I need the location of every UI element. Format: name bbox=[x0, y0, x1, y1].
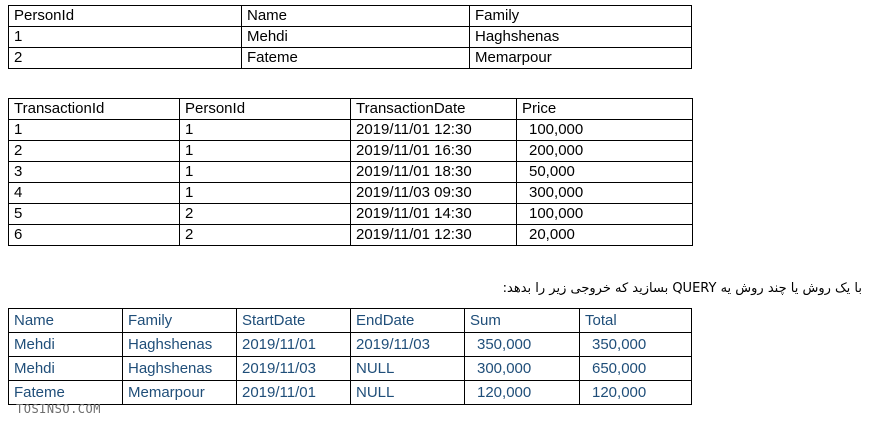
table-cell: Fateme bbox=[9, 381, 123, 405]
question-text: با یک روش یا چند روش یه QUERY بسازید که خروجی زیر را بدهد: bbox=[502, 281, 862, 296]
table-cell: 4 bbox=[9, 183, 180, 204]
table-cell: 1 bbox=[180, 162, 351, 183]
table-cell: 350,000 bbox=[580, 333, 692, 357]
column-header: EndDate bbox=[351, 309, 465, 333]
table-cell: Memarpour bbox=[123, 381, 237, 405]
table-cell: 200,000 bbox=[517, 141, 693, 162]
table-cell: 20,000 bbox=[517, 225, 693, 246]
table-cell: 2 bbox=[180, 225, 351, 246]
column-header: Family bbox=[123, 309, 237, 333]
column-header: Family bbox=[470, 6, 692, 27]
table-cell: 1 bbox=[180, 183, 351, 204]
table-cell: 2019/11/01 14:30 bbox=[351, 204, 517, 225]
watermark-text: TOSINSO.COM bbox=[16, 402, 101, 416]
table-row bbox=[9, 141, 693, 162]
table-row bbox=[9, 27, 692, 48]
table-header-row bbox=[9, 99, 693, 120]
table-cell: 2 bbox=[9, 141, 180, 162]
table-row bbox=[9, 357, 692, 381]
table-cell: Haghshenas bbox=[123, 357, 237, 381]
table-cell: 6 bbox=[9, 225, 180, 246]
table-header-row bbox=[9, 6, 692, 27]
table-cell: 1 bbox=[9, 120, 180, 141]
result-table bbox=[8, 308, 692, 405]
persons-table bbox=[8, 5, 692, 69]
column-header: StartDate bbox=[237, 309, 351, 333]
column-header: Total bbox=[580, 309, 692, 333]
table-cell: 300,000 bbox=[517, 183, 693, 204]
table-cell: 2019/11/01 12:30 bbox=[351, 225, 517, 246]
table-cell: 300,000 bbox=[465, 357, 580, 381]
table-cell: 2 bbox=[9, 48, 242, 69]
table-cell: 100,000 bbox=[517, 120, 693, 141]
table-row bbox=[9, 162, 693, 183]
column-header: Name bbox=[9, 309, 123, 333]
table-row bbox=[9, 120, 693, 141]
column-header: Name bbox=[242, 6, 470, 27]
table-cell: 2 bbox=[180, 204, 351, 225]
column-header: TransactionId bbox=[9, 99, 180, 120]
table-cell: Mehdi bbox=[9, 333, 123, 357]
table-cell: 2019/11/01 12:30 bbox=[351, 120, 517, 141]
table-cell: 5 bbox=[9, 204, 180, 225]
table-cell: 2019/11/03 bbox=[351, 333, 465, 357]
table-cell: Fateme bbox=[242, 48, 470, 69]
transactions-table bbox=[8, 98, 693, 246]
table-cell: 120,000 bbox=[580, 381, 692, 405]
column-header: Price bbox=[517, 99, 693, 120]
table-cell: Mehdi bbox=[9, 357, 123, 381]
table-row bbox=[9, 381, 692, 405]
table-cell: 100,000 bbox=[517, 204, 693, 225]
table-cell: 2019/11/01 18:30 bbox=[351, 162, 517, 183]
table-header-row bbox=[9, 309, 692, 333]
column-header: TransactionDate bbox=[351, 99, 517, 120]
table-row bbox=[9, 183, 693, 204]
table-cell: 650,000 bbox=[580, 357, 692, 381]
table-cell: 120,000 bbox=[465, 381, 580, 405]
table-cell: 3 bbox=[9, 162, 180, 183]
column-header: Sum bbox=[465, 309, 580, 333]
table-row bbox=[9, 225, 693, 246]
column-header: PersonId bbox=[9, 6, 242, 27]
table-cell: Memarpour bbox=[470, 48, 692, 69]
table-cell: 1 bbox=[180, 141, 351, 162]
table-cell: Haghshenas bbox=[123, 333, 237, 357]
table-cell: 2019/11/03 09:30 bbox=[351, 183, 517, 204]
table-cell: 2019/11/01 16:30 bbox=[351, 141, 517, 162]
table-cell: 2019/11/01 bbox=[237, 333, 351, 357]
table-cell: Mehdi bbox=[242, 27, 470, 48]
table-row bbox=[9, 204, 693, 225]
table-row bbox=[9, 48, 692, 69]
table-row bbox=[9, 333, 692, 357]
table-cell: 2019/11/03 bbox=[237, 357, 351, 381]
table-cell: 350,000 bbox=[465, 333, 580, 357]
table-cell: Haghshenas bbox=[470, 27, 692, 48]
table-cell: 1 bbox=[180, 120, 351, 141]
table-cell: 2019/11/01 bbox=[237, 381, 351, 405]
table-cell: NULL bbox=[351, 381, 465, 405]
table-cell: 50,000 bbox=[517, 162, 693, 183]
table-cell: 1 bbox=[9, 27, 242, 48]
column-header: PersonId bbox=[180, 99, 351, 120]
table-cell: NULL bbox=[351, 357, 465, 381]
